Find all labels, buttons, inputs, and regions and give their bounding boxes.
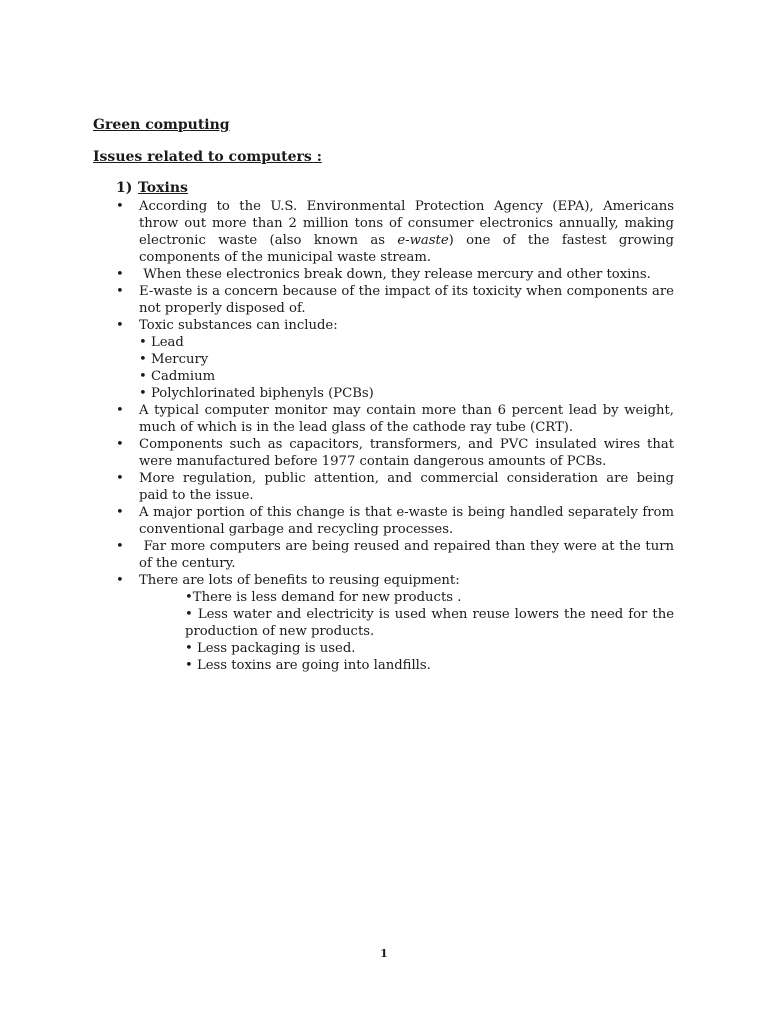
list-item	[116, 538, 679, 572]
bullet-text: E-waste is a concern because of the impact of its toxicity when components are not properly disposed of.	[139, 284, 674, 316]
sub-list-item: •There is less demand for new products .	[185, 590, 462, 605]
list-item	[116, 572, 674, 674]
reuse-benefits-list	[139, 589, 674, 674]
bullet-text: More regulation, public attention, and commercial consideration are being paid to the issue.	[139, 471, 674, 503]
list-item	[116, 504, 674, 538]
bullet-text: Far more computers are being reused and repaired than they were at the turn of the century.	[139, 539, 679, 571]
list-item	[116, 266, 674, 283]
page-number: 1	[380, 947, 388, 960]
section-heading	[116, 180, 188, 196]
bullet-text: A major portion of this change is that e-waste is being handled separately from conventional garbage and recycling processes.	[139, 505, 674, 537]
bullet-text: A typical computer monitor may contain more than 6 percent lead by weight, much of which is in the lead glass of the cathode ray tube (CRT).	[139, 403, 674, 435]
bullet-text: ) one of the fastest growing components of the municipal waste stream.	[139, 233, 674, 265]
bullet-text: There are lots of benefits to reusing equipment:	[139, 573, 460, 588]
list-item	[116, 436, 674, 470]
sub-list-item: • Cadmium	[139, 369, 216, 384]
sub-list-item: • Mercury	[139, 352, 209, 367]
sub-list-item: • Less packaging is used.	[185, 641, 356, 656]
bullet-text: When these electronics break down, they release mercury and other toxins.	[139, 267, 651, 282]
bullet-text: Toxic substances can include:	[139, 318, 338, 333]
document-title: Green computing	[93, 117, 230, 133]
sub-list-item: • Lead	[139, 335, 184, 350]
section-title: Toxins	[138, 180, 188, 196]
sub-list-item: • Polychlorinated biphenyls (PCBs)	[139, 386, 374, 401]
list-item	[116, 470, 674, 504]
section-number: 1)	[116, 180, 133, 196]
ewaste-term: e-waste	[397, 233, 449, 248]
list-item	[116, 283, 674, 317]
sub-list-item: • Less toxins are going into landfills.	[185, 658, 431, 673]
sub-list-item: • Less water and electricity is used when reuse lowers the need for the production of new products.	[185, 607, 674, 639]
toxic-substances-list	[139, 334, 674, 402]
bullet-text: Components such as capacitors, transformers, and PVC insulated wires that were manufactured before 1977 contain dangerous amounts of PCBs.	[139, 437, 674, 469]
list-item	[116, 317, 674, 402]
list-item	[116, 402, 674, 436]
list-item	[116, 198, 674, 266]
issues-heading: Issues related to computers :	[93, 149, 322, 165]
bullet-text: According to the U.S. Environmental Protection Agency (EPA), Americans throw out more than 2 million tons of consumer electronics annually, making electronic waste (also known as	[139, 199, 674, 248]
bullet-list	[116, 198, 679, 674]
